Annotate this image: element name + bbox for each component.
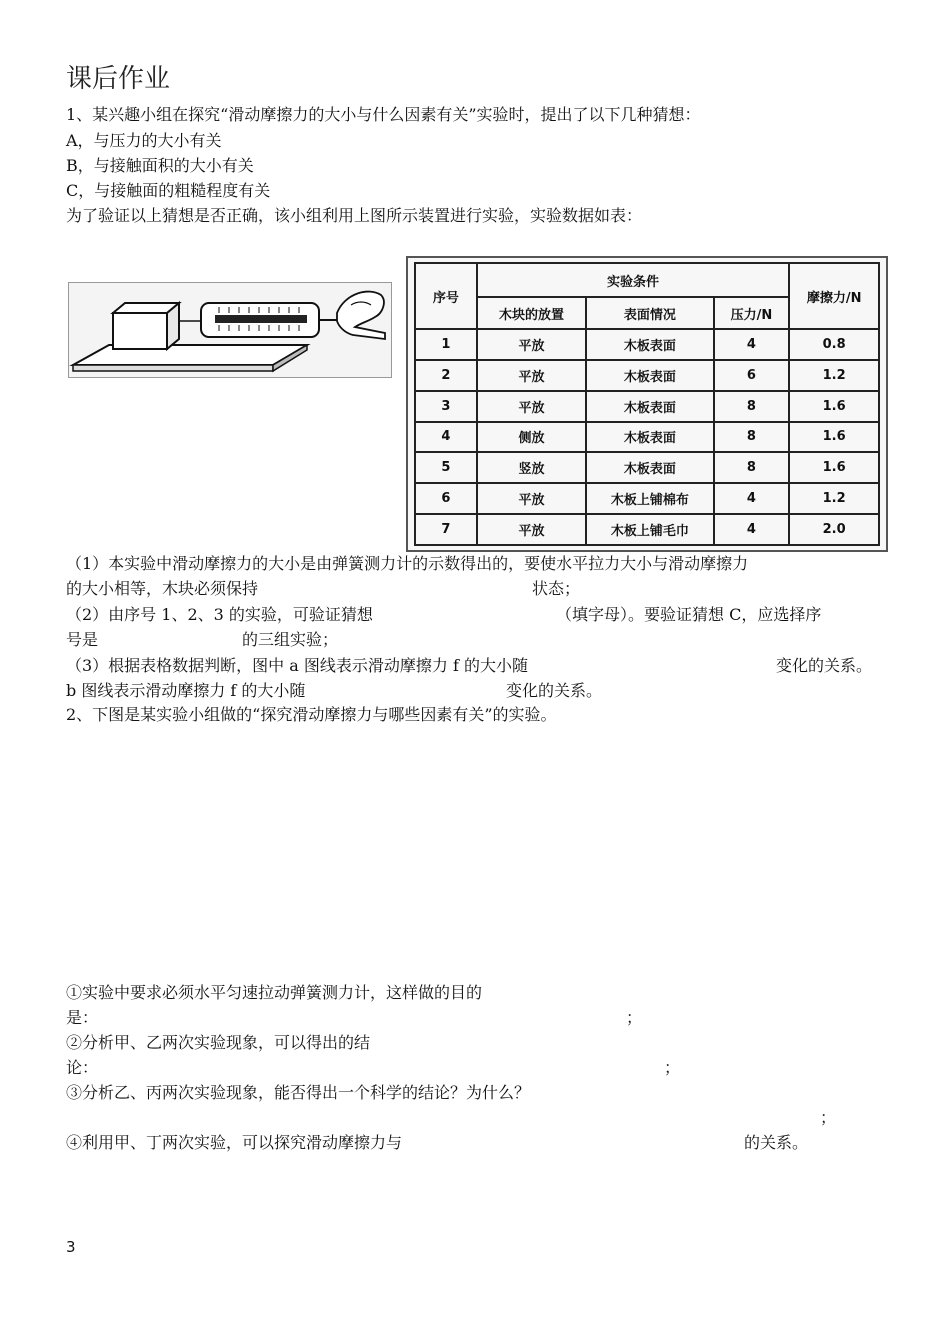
q1-part2-line2: 号是	[66, 630, 99, 649]
cell-no: 4	[415, 422, 477, 453]
cell-placement: 平放	[477, 514, 586, 545]
cell-friction: 1.2	[789, 483, 879, 514]
q1-part1-line2: 的大小相等，木块必须保持	[66, 579, 259, 598]
cell-friction: 2.0	[789, 514, 879, 545]
header-no: 序号	[415, 263, 477, 329]
table-row	[415, 329, 879, 360]
page-title: 课后作业	[66, 64, 171, 94]
table-row	[415, 452, 879, 483]
q2-sub1-line1: ①实验中要求必须水平匀速拉动弹簧测力计，这样做的目的	[66, 983, 483, 1002]
cell-friction: 0.8	[789, 329, 879, 360]
q1-intro: 1、某兴趣小组在探究“滑动摩擦力的大小与什么因素有关”实验时，提出了以下几种猜想：	[66, 105, 701, 124]
cell-friction: 1.2	[789, 360, 879, 391]
experiment-data-table	[406, 256, 888, 552]
q2-sub1-line2: 是：	[66, 1008, 99, 1027]
q2-sub2-line1: ②分析甲、乙两次实验现象，可以得出的结	[66, 1033, 371, 1052]
q1-part3-line2-end: 变化的关系。	[506, 681, 603, 700]
table-row	[415, 422, 879, 453]
cell-no: 3	[415, 391, 477, 422]
q1-part3-line1: （3）根据表格数据判断，图中 a 图线表示滑动摩擦力 f 的大小随	[66, 656, 528, 675]
header-pressure: 压力/N	[714, 297, 790, 329]
cell-placement: 竖放	[477, 452, 586, 483]
q1-part2-line2-end: 的三组实验；	[242, 630, 339, 649]
block-spring-scale-illustration	[69, 283, 391, 377]
q2-sub2-end: ；	[664, 1058, 681, 1077]
cell-no: 1	[415, 329, 477, 360]
cell-pressure: 4	[714, 483, 790, 514]
hypothesis-a: A，与压力的大小有关	[66, 131, 222, 150]
cell-placement: 平放	[477, 360, 586, 391]
header-friction: 摩擦力/N	[789, 263, 879, 329]
q2-sub4-end: 的关系。	[744, 1133, 809, 1152]
header-surface: 表面情况	[586, 297, 713, 329]
cell-no: 6	[415, 483, 477, 514]
cell-friction: 1.6	[789, 452, 879, 483]
page-number: 3	[66, 1238, 76, 1256]
q1-setup: 为了验证以上猜想是否正确，该小组利用上图所示装置进行实验，实验数据如表：	[66, 206, 643, 225]
q1-part1-end: 状态；	[532, 579, 581, 598]
header-conditions: 实验条件	[477, 263, 790, 297]
hypothesis-c: C，与接触面的粗糙程度有关	[66, 181, 271, 200]
header-placement: 木块的放置	[477, 297, 586, 329]
q2-intro: 2、下图是某实验小组做的“探究滑动摩擦力与哪些因素有关”的实验。	[66, 705, 557, 724]
cell-placement: 侧放	[477, 422, 586, 453]
cell-surface: 木板表面	[586, 452, 713, 483]
cell-surface: 木板上铺棉布	[586, 483, 713, 514]
table-row	[415, 483, 879, 514]
hypothesis-b: B，与接触面积的大小有关	[66, 156, 254, 175]
cell-pressure: 4	[714, 329, 790, 360]
q2-sub2-line2: 论：	[66, 1058, 99, 1077]
cell-surface: 木板表面	[586, 329, 713, 360]
cell-pressure: 4	[714, 514, 790, 545]
q1-part1-line1: （1）本实验中滑动摩擦力的大小是由弹簧测力计的示数得出的，要使水平拉力大小与滑动摩擦力	[66, 554, 749, 573]
table-row	[415, 514, 879, 545]
cell-no: 7	[415, 514, 477, 545]
q1-part2-line1: （2）由序号 1、2、3 的实验，可验证猜想	[66, 605, 373, 624]
apparatus-figure	[68, 282, 392, 378]
q2-sub1-end: ；	[626, 1008, 643, 1027]
cell-placement: 平放	[477, 391, 586, 422]
cell-surface: 木板表面	[586, 360, 713, 391]
q2-sub3: ③分析乙、丙两次实验现象，能否得出一个科学的结论？为什么？	[66, 1083, 531, 1102]
cell-placement: 平放	[477, 483, 586, 514]
cell-friction: 1.6	[789, 391, 879, 422]
cell-no: 5	[415, 452, 477, 483]
cell-no: 2	[415, 360, 477, 391]
cell-pressure: 8	[714, 452, 790, 483]
cell-pressure: 6	[714, 360, 790, 391]
cell-placement: 平放	[477, 329, 586, 360]
table-row	[415, 360, 879, 391]
table-row	[415, 391, 879, 422]
q1-part3-line1-end: 变化的关系。	[776, 656, 873, 675]
q2-sub4: ④利用甲、丁两次实验，可以探究滑动摩擦力与	[66, 1133, 403, 1152]
cell-surface: 木板上铺毛巾	[586, 514, 713, 545]
cell-pressure: 8	[714, 391, 790, 422]
cell-surface: 木板表面	[586, 391, 713, 422]
cell-surface: 木板表面	[586, 422, 713, 453]
cell-friction: 1.6	[789, 422, 879, 453]
cell-pressure: 8	[714, 422, 790, 453]
q2-sub3-end: ；	[820, 1108, 837, 1127]
q1-part2-line1-end: （填字母）。要验证猜想 C，应选择序	[556, 605, 822, 624]
q1-part3-line2: b 图线表示滑动摩擦力 f 的大小随	[66, 681, 306, 700]
